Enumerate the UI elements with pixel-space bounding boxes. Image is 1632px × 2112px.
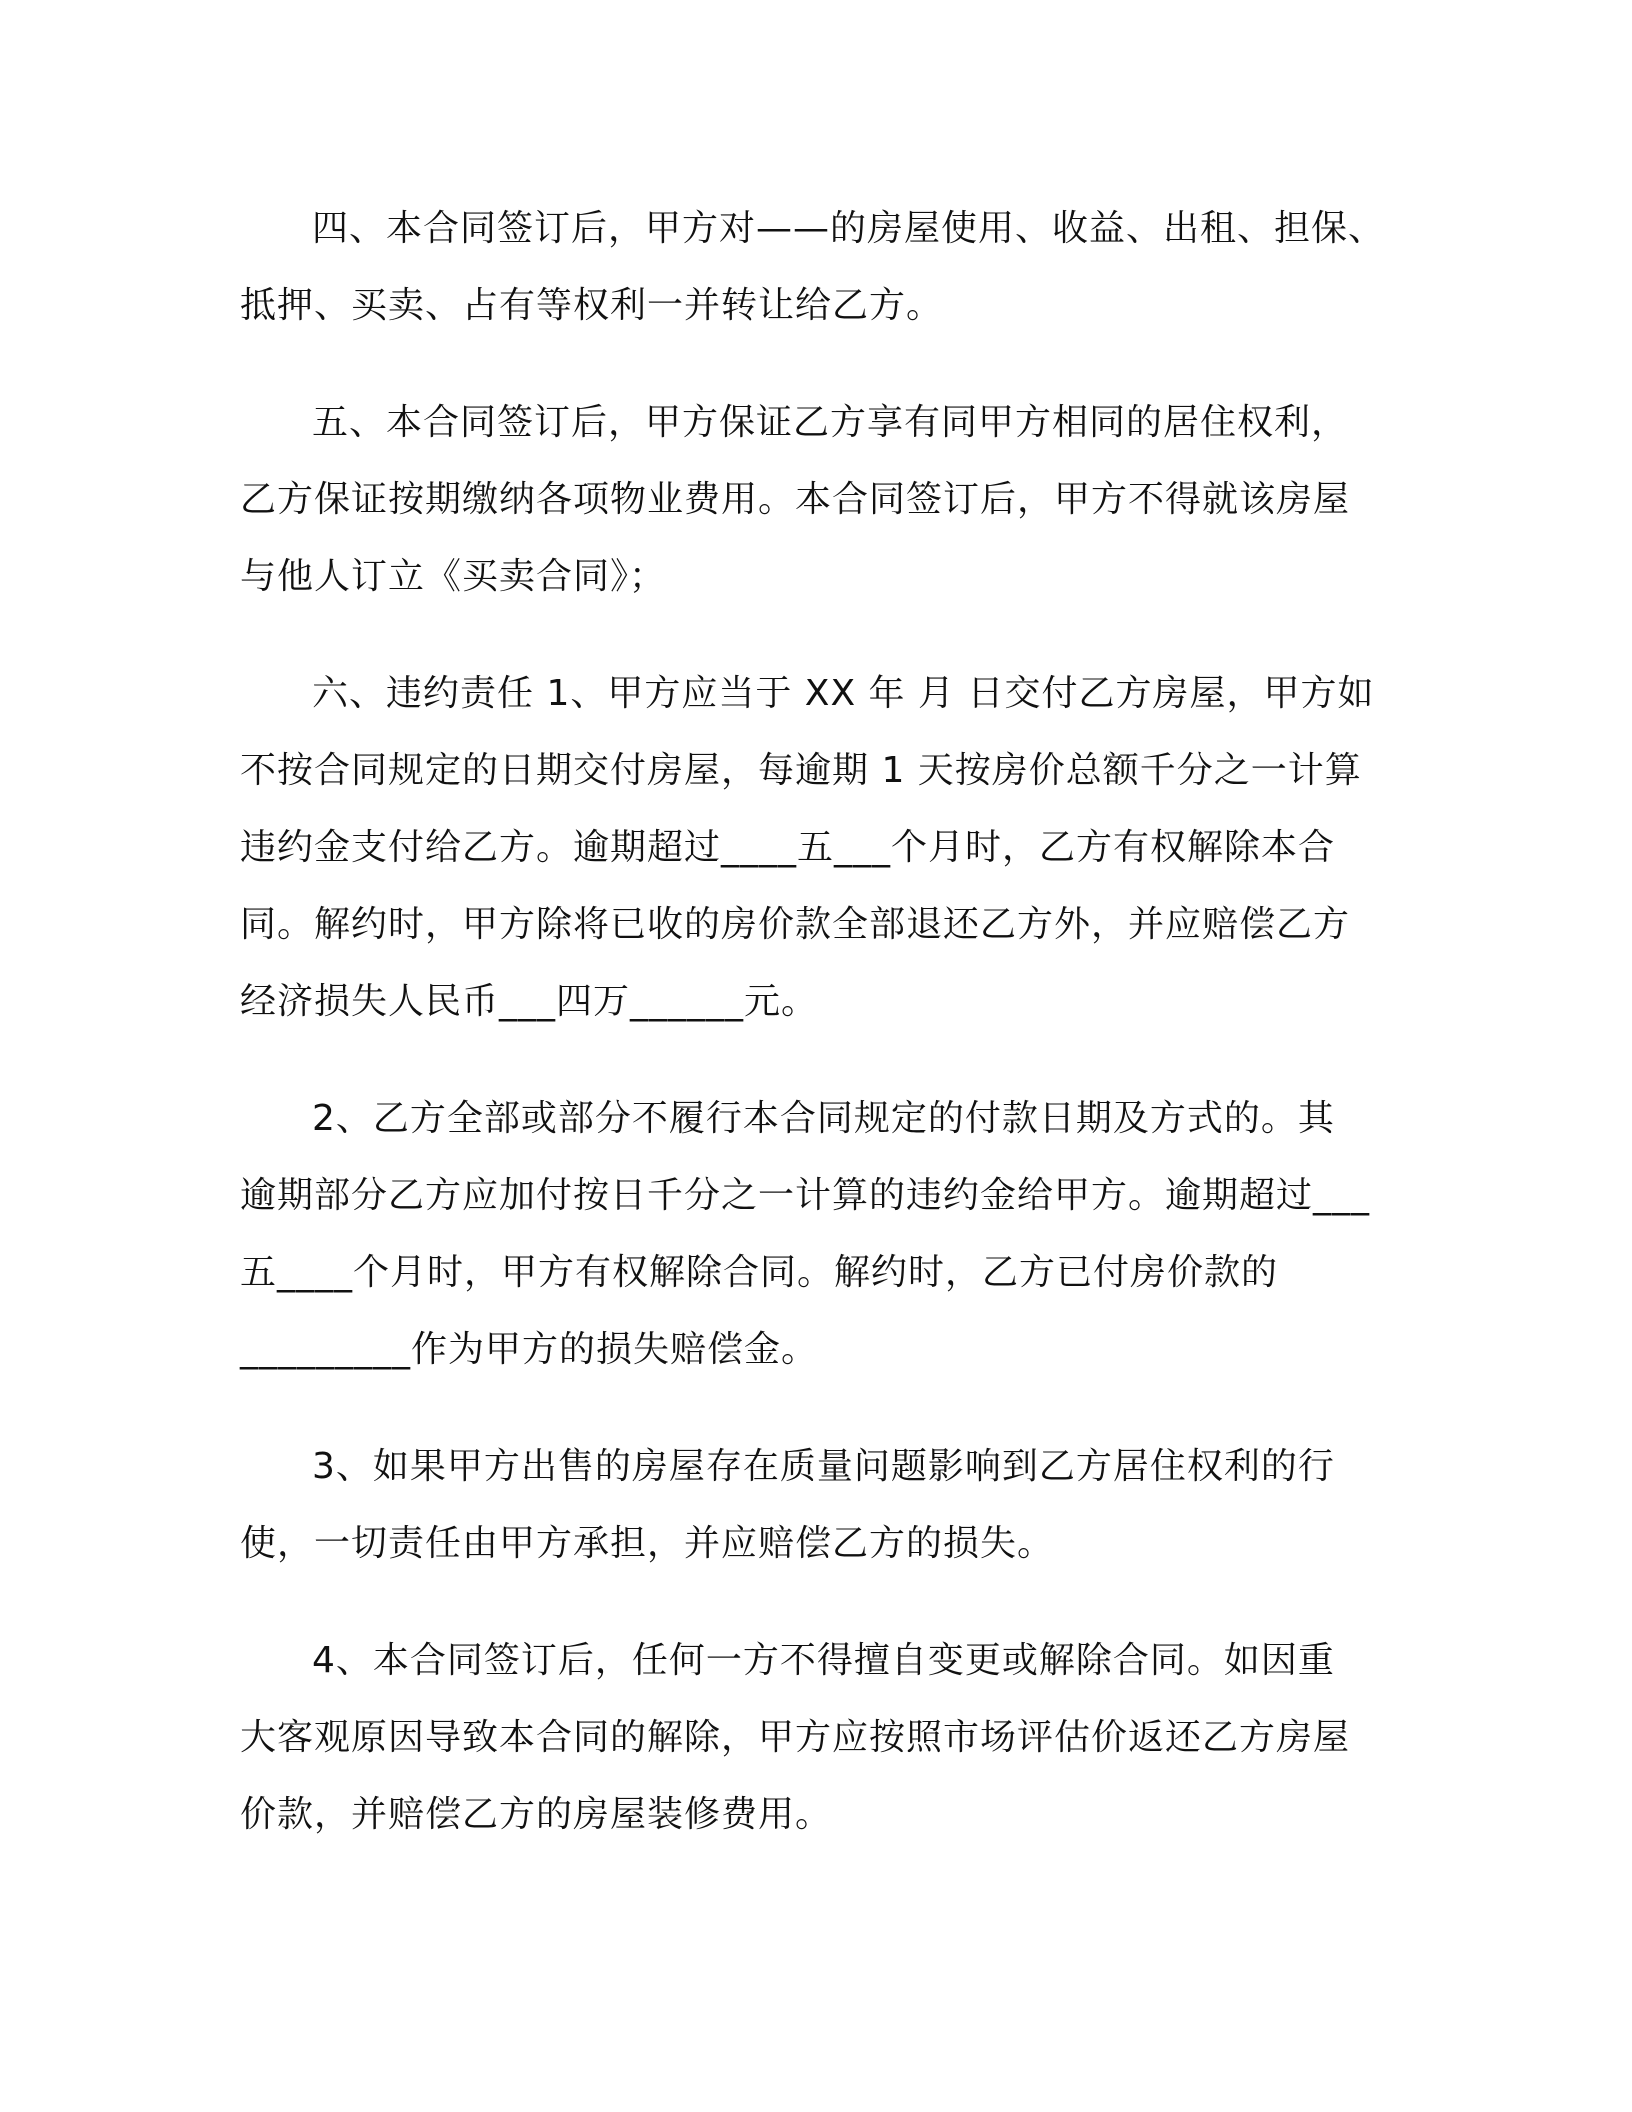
paragraph-line: 乙方保证按期缴纳各项物业费用。本合同签订后，甲方不得就该房屋 bbox=[240, 479, 1351, 520]
paragraph-item-2 bbox=[240, 1080, 1380, 1388]
paragraph-line: 与他人订立《买卖合同》； bbox=[240, 556, 667, 597]
paragraph-line: 同。解约时，甲方除将已收的房价款全部退还乙方外，并应赔偿乙方 bbox=[240, 904, 1351, 945]
paragraph-line: 大客观原因导致本合同的解除，甲方应按照市场评估价返还乙方房屋 bbox=[240, 1717, 1351, 1758]
paragraph-item-4 bbox=[240, 1622, 1380, 1853]
paragraph-line: 不按合同规定的日期交付房屋，每逾期 1 天按房价总额千分之一计算 bbox=[240, 750, 1362, 791]
paragraph-clause-5 bbox=[240, 384, 1380, 615]
paragraph-line: 使，一切责任由甲方承担，并应赔偿乙方的损失。 bbox=[240, 1523, 1055, 1564]
paragraph-line: 抵押、买卖、占有等权利一并转让给乙方。 bbox=[240, 285, 944, 326]
paragraph-clause-4 bbox=[240, 190, 1386, 344]
paragraph-item-3 bbox=[240, 1428, 1380, 1582]
paragraph-line: 3、如果甲方出售的房屋存在质量问题影响到乙方居住权利的行 bbox=[312, 1446, 1335, 1487]
paragraph-line: 经济损失人民币___四万______元。 bbox=[240, 981, 819, 1022]
paragraph-line: 违约金支付给乙方。逾期超过____五___个月时，乙方有权解除本合 bbox=[240, 827, 1336, 868]
paragraph-line: 六、违约责任 1、甲方应当于 XX 年 月 日交付乙方房屋，甲方如 bbox=[312, 673, 1375, 714]
paragraph-line: 逾期部分乙方应加付按日千分之一计算的违约金给甲方。逾期超过___ bbox=[240, 1175, 1371, 1216]
paragraph-line: 五、本合同签订后，甲方保证乙方享有同甲方相同的居住权利， bbox=[312, 402, 1349, 443]
paragraph-line: 四、本合同签订后，甲方对——的房屋使用、收益、出租、担保、 bbox=[312, 208, 1386, 249]
paragraph-line: 2、乙方全部或部分不履行本合同规定的付款日期及方式的。其 bbox=[312, 1098, 1335, 1139]
paragraph-line: _________作为甲方的损失赔偿金。 bbox=[240, 1329, 819, 1370]
paragraph-clause-6-breach bbox=[240, 655, 1380, 1040]
document-body bbox=[240, 190, 1386, 1893]
paragraph-line: 五____个月时，甲方有权解除合同。解约时，乙方已付房价款的 bbox=[240, 1252, 1279, 1293]
paragraph-line: 价款，并赔偿乙方的房屋装修费用。 bbox=[240, 1794, 833, 1835]
paragraph-line: 4、本合同签订后，任何一方不得擅自变更或解除合同。如因重 bbox=[312, 1640, 1335, 1681]
